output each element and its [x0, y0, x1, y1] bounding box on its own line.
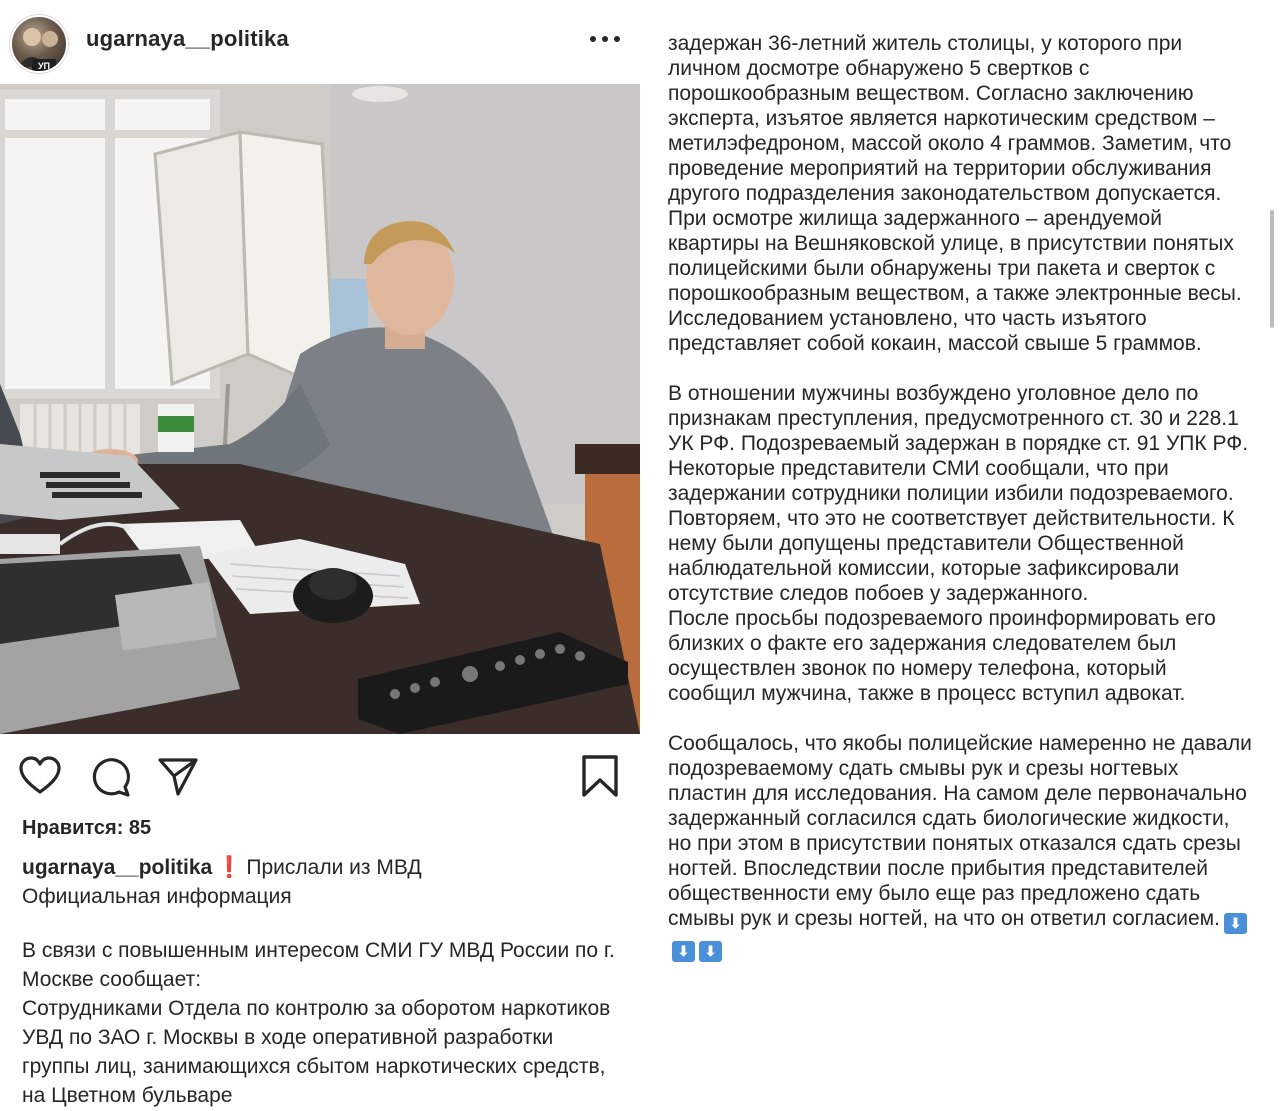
- heart-icon[interactable]: [18, 754, 62, 798]
- continuation-paragraph: Сообщалось, что якобы полицейские намеренно не давали подозреваемому сдать смывы рук и срезы ногтевых пластин для исследования. На самом деле первоначально задержанный согласился сдать биологические жидкости, но при этом в присутствии понятых отказался сдать срезы ногтей. Впоследствии после прибытия представителей общественности ему было еще раз предложено сдать смывы рук и срезы ногтей, на что он ответил согласием.: [668, 732, 1252, 930]
- caption-username[interactable]: ugarnaya__politika: [22, 856, 213, 879]
- exclamation-icon: ❗: [216, 856, 243, 879]
- avatar[interactable]: [10, 15, 68, 73]
- continuation-paragraph: В отношении мужчины возбуждено уголовное дело по признакам преступления, предусмотренного ст. 30 и 228.1 УК РФ. Подозреваемый задержан в порядке ст. 91 УПК РФ.: [668, 382, 1249, 455]
- continuation-paragraph: При осмотре жилища задержанного – арендуемой квартиры на Вешняковской улице, в присутствии понятых полицейскими были обнаружены три пакета и сверток с порошкообразным веществом, а также электронные весы. Исследованием установлено, что часть изъятого представляет собой кокаин, массой свыше 5 граммов.: [668, 207, 1242, 355]
- post-header: [0, 0, 640, 84]
- caption-paragraph: Сотрудниками Отдела по контролю за оборотом наркотиков УВД по ЗАО г. Москвы в ходе оперативной разработки группы лиц, занимающихся сбытом наркотических средств, на Цветном бульваре: [22, 997, 611, 1107]
- continuation-paragraph: Некоторые представители СМИ сообщали, что при задержании сотрудники полиции избили подозреваемого. Повторяем, что это не соответствует действительности. К нему были допущены представители Общественной наблюдательной комиссии, которые зафиксировали отсутствие следов побоев у задержанного.: [668, 457, 1235, 605]
- post-photo[interactable]: [0, 84, 640, 734]
- avatar-badge: УП: [32, 59, 56, 73]
- caption-first-line: [22, 853, 622, 882]
- down-arrow-icon: ⬇: [699, 941, 722, 962]
- paragraph-gap: [668, 356, 1258, 381]
- continuation-last-paragraph: [668, 731, 1258, 962]
- caption-continuation: [640, 0, 1280, 1111]
- comment-icon[interactable]: [88, 754, 132, 798]
- post-photo-image: [0, 84, 640, 734]
- continuation-paragraph: задержан 36-летний житель столицы, у которого при личном досмотре обнаружено 5 свертков с порошкообразным веществом. Согласно заключению эксперта, изъятое является наркотическим средством – метилэфедроном, массой около 4 граммов. Заметим, что проведение мероприятий на территории обслуживания другого подразделения законодательством допускается.: [668, 32, 1232, 205]
- caption-subhead: Официальная информация: [22, 885, 292, 908]
- caption-headline: Прислали из МВД: [246, 856, 422, 879]
- post-caption: [22, 853, 622, 1110]
- caption-paragraph: В связи с повышенным интересом СМИ ГУ МВД России по г. Москве сообщает:: [22, 939, 615, 991]
- send-icon[interactable]: [156, 754, 200, 798]
- down-arrow-icon: ⬇: [1224, 913, 1247, 934]
- bookmark-icon[interactable]: [578, 754, 622, 798]
- more-options-icon[interactable]: [588, 34, 622, 44]
- paragraph-gap: [668, 706, 1258, 731]
- post-username[interactable]: ugarnaya__politika: [86, 26, 289, 51]
- continuation-paragraph: После просьбы подозреваемого проинформировать его близких о факте его задержания следователем был осуществлен звонок по номеру телефона, который сообщил мужчина, также в процесс вступил адвокат.: [668, 607, 1216, 705]
- scrollbar[interactable]: [1270, 210, 1274, 328]
- continuation-text: [668, 31, 1258, 962]
- likes-count[interactable]: Нравится: 85: [22, 817, 152, 839]
- action-bar: [0, 740, 640, 812]
- down-arrow-icon: ⬇: [672, 941, 695, 962]
- caption-body: [22, 936, 622, 1110]
